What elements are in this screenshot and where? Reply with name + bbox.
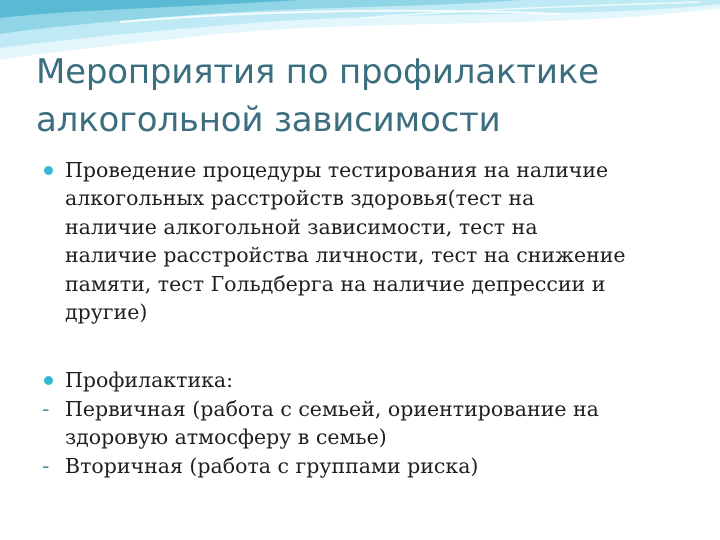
bullet-line: наличие расстройства личности, тест на снижение xyxy=(65,243,626,268)
sub-item-line: Вторичная (работа с группами риска) xyxy=(65,453,479,478)
slide-body xyxy=(44,156,684,480)
bullet-line: другие) xyxy=(65,300,148,325)
bullet-line: алкогольных расстройств здоровья(тест на xyxy=(65,186,535,211)
sub-item-primary xyxy=(44,395,684,452)
title-line: Мероприятия по профилактике xyxy=(36,52,599,92)
bullet-prevention xyxy=(44,366,684,394)
bullet-testing xyxy=(44,156,684,326)
slide-title xyxy=(36,48,696,144)
bullet-line: наличие алкогольной зависимости, тест на xyxy=(65,214,538,239)
bullet-line: Проведение процедуры тестирования на наличие xyxy=(65,158,609,182)
sub-item-line: Первичная (работа с семьей, ориентирование на xyxy=(65,396,599,421)
dash-icon: - xyxy=(42,453,50,478)
bullet-dot-icon xyxy=(44,166,53,175)
dash-icon: - xyxy=(42,396,50,421)
bullet-dot-icon xyxy=(44,376,53,385)
sub-item-line: здоровую атмосферу в семье) xyxy=(65,425,387,450)
bullet-line: памяти, тест Гольдберга на наличие депрессии и xyxy=(65,271,606,296)
sub-item-secondary xyxy=(44,452,684,480)
spacer xyxy=(44,326,684,366)
bullet-line: Профилактика: xyxy=(65,368,234,393)
title-line: алкогольной зависимости xyxy=(36,100,501,140)
